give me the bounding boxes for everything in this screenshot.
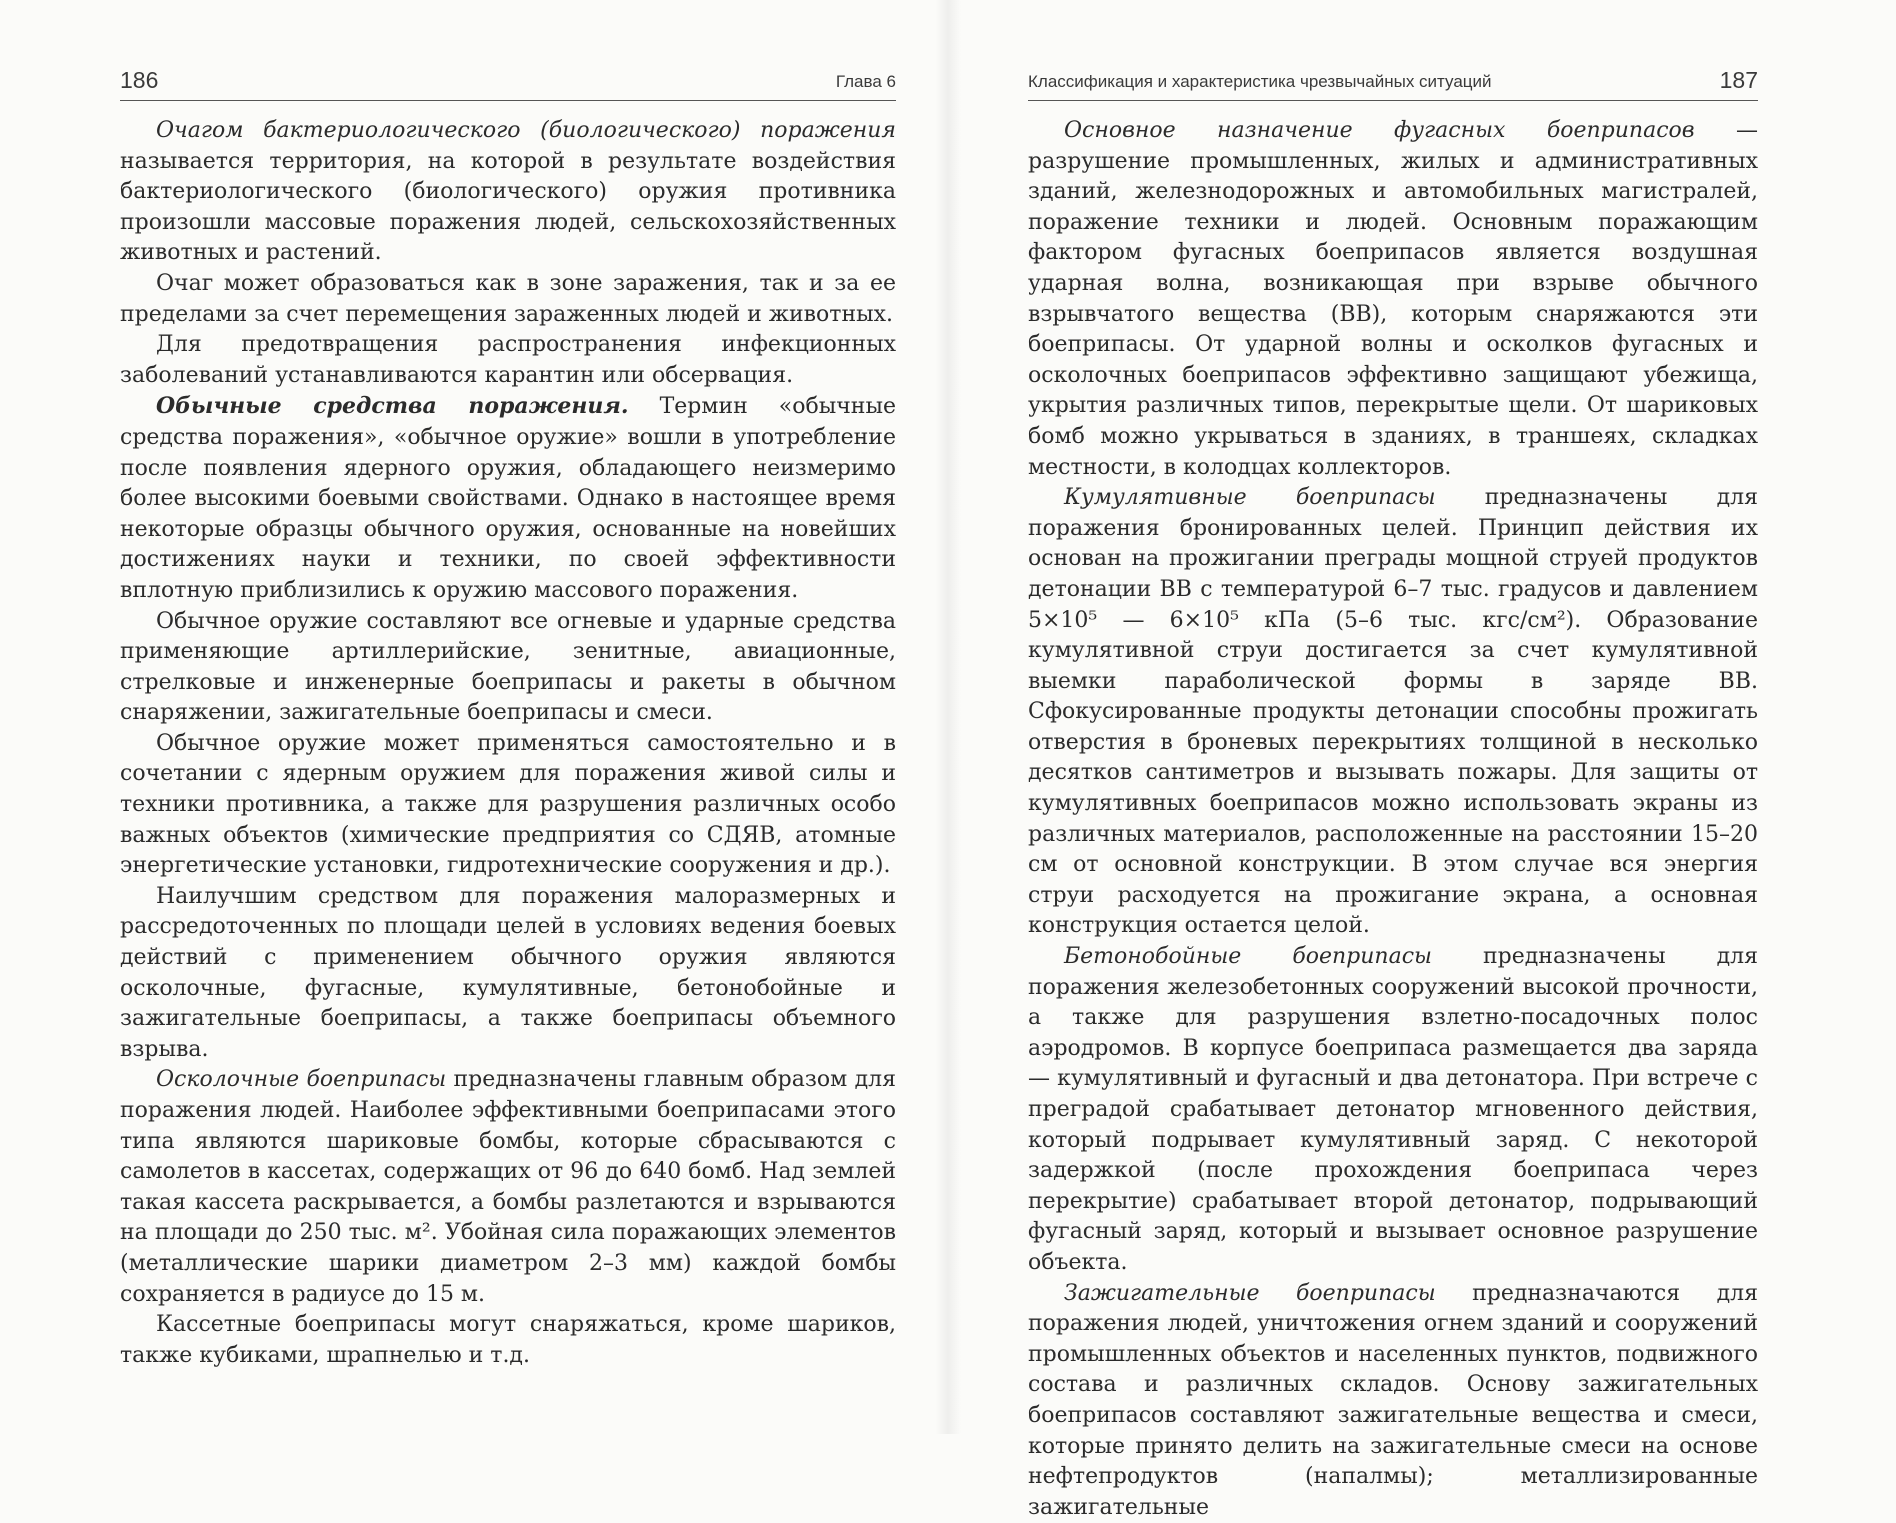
left-page-body bbox=[120, 116, 896, 1371]
left-page bbox=[0, 0, 948, 1434]
paragraph bbox=[1028, 1279, 1758, 1523]
paragraph bbox=[120, 330, 896, 391]
right-page bbox=[948, 0, 1896, 1520]
paragraph bbox=[120, 116, 896, 269]
paragraph-lead: Осколочные боеприпасы bbox=[156, 1067, 447, 1093]
paragraph bbox=[1028, 116, 1758, 483]
paragraph-text: Термин «обычные средства поражения», «обычное оружие» вошли в употребление после появления ядерного оружия, обладающего неизмеримо более высокими боевыми свойствами. Однако в настоящее время некоторые образцы обычного оружия, основанные на новейших достижениях науки и техники, по своей эффективности вплотную приблизились к оружию массового поражения. bbox=[120, 394, 896, 603]
paragraph bbox=[120, 1310, 896, 1371]
paragraph-text: Наилучшим средством для поражения малоразмерных и рассредоточенных по площади целей в условиях ведения боевых действий с применением обычного оружия являются осколочные, фугасные, кумулятивные, бетонобойные и зажигательные боеприпасы, а также боеприпасы объемного взрыва. bbox=[120, 883, 896, 1062]
paragraph bbox=[120, 882, 896, 1066]
paragraph bbox=[120, 729, 896, 882]
paragraph-lead: Бетонобойные боеприпасы bbox=[1064, 944, 1432, 970]
paragraph-text: Обычное оружие составляют все огневые и ударные средства применяющие артиллерийские, зенитные, авиационные, стрелковые и инженерные боеприпасы и ракеты в обычном снаряжении, зажигательные боеприпасы и смеси. bbox=[120, 608, 896, 726]
left-page-header bbox=[120, 60, 896, 101]
paragraph-text: Очаг может образоваться как в зоне заражения, так и за ее пределами за счет перемещения зараженных людей и животных. bbox=[120, 270, 896, 327]
right-page-header bbox=[1028, 60, 1758, 101]
paragraph bbox=[120, 269, 896, 330]
right-page-number: 187 bbox=[1719, 67, 1758, 93]
paragraph-lead: Очагом бактериологического (биологического) поражения bbox=[156, 118, 896, 143]
paragraph-lead: Зажигательные боеприпасы bbox=[1064, 1280, 1436, 1306]
paragraph-lead: Обычные средства поражения. bbox=[156, 393, 629, 420]
paragraph-text: Кассетные боеприпасы могут снаряжаться, кроме шариков, также кубиками, шрапнелью и т.д. bbox=[120, 1312, 896, 1368]
paragraph-text: — разрушение промышленных, жилых и административных зданий, железнодорожных и автомобильных магистралей, поражение техники и людей. Основным поражающим фактором фугасных боеприпасов является воздушная ударная волна, возникающая при взрыве обычного взрывчатого вещества (ВВ), которым снаряжаются эти боеприпасы. От ударной волны и осколков фугасных и осколочных боеприпасов эффективно защищают убежища, укрытия различных типов, перекрытые щели. От шариковых бомб можно укрываться в зданиях, в траншеях, складках местности, в колодцах коллекторов. bbox=[1028, 118, 1758, 480]
paragraph-text: Для предотвращения распространения инфекционных заболеваний устанавливаются карантин или обсервация. bbox=[120, 332, 896, 388]
paragraph bbox=[120, 607, 896, 729]
paragraph bbox=[1028, 942, 1758, 1279]
left-page-number: 186 bbox=[120, 67, 159, 93]
paragraph-text: предназначены для поражения бронированных целей. Принцип действия их основан на прожигании преграды мощной струей продуктов детонации ВВ с температурой 6–7 тыс. градусов и давлением 5×10⁵ — 6×10⁵ кПа (5–6 тыс. кгс/см²). Образование кумулятивной струи достигается за счет кумулятивной выемки параболической формы в заряде ВВ. Сфокусированные продукты детонации способны прожигать отверстия в броневых перекрытиях толщиной в несколько десятков сантиметров и вызывать пожары. Для защиты от кумулятивных боеприпасов можно использовать экраны из различных материалов, расположенные на расстоянии 15–20 см от основной конструкции. В этом случае вся энергия струи расходуется на прожигание экрана, а основная конструкция остается целой. bbox=[1028, 485, 1758, 939]
right-page-body bbox=[1028, 116, 1758, 1523]
paragraph-lead: Кумулятивные боеприпасы bbox=[1064, 485, 1436, 511]
left-running-head: Глава 6 bbox=[835, 72, 896, 91]
paragraph-text: называется территория, на которой в результате воздействия бактериологического (биологического) оружия противника произошли массовые поражения людей, сельскохозяйственных животных и растений. bbox=[120, 148, 896, 266]
paragraph-lead: Основное назначение фугасных боеприпасов bbox=[1064, 118, 1695, 143]
paragraph bbox=[120, 391, 896, 606]
paragraph-text: предназначаются для поражения людей, уничтожения огнем зданий и сооружений промышленных объектов и населенных пунктов, подвижного состава и различных складов. Основу зажигательных боеприпасов составляют зажигательные вещества и смеси, которые принято делить на зажигательные смеси на основе нефтепродуктов (напалмы); металлизированные зажигательные bbox=[1028, 1280, 1758, 1520]
paragraph bbox=[1028, 483, 1758, 942]
paragraph-text: Обычное оружие может применяться самостоятельно и в сочетании с ядерным оружием для поражения живой силы и техники противника, а также для разрушения различных особо важных объектов (химические предприятия со СДЯВ, атомные энергетические установки, гидротехнические сооружения и др.). bbox=[120, 730, 896, 879]
paragraph bbox=[120, 1065, 896, 1310]
right-running-head: Классификация и характеристика чрезвычайных ситуаций bbox=[1028, 72, 1492, 91]
paragraph-text: предназначены главным образом для поражения людей. Наиболее эффективными боеприпасами этого типа являются шариковые бомбы, которые сбрасываются с самолетов в кассетах, содержащих от 96 до 640 бомб. Над землей такая кассета раскрывается, а бомбы разлетаются и взрываются на площади до 250 тыс. м². Убойная сила поражающих элементов (металлические шарики диаметром 2–3 мм) каждой бомбы сохраняется в радиусе до 15 м. bbox=[120, 1067, 896, 1307]
paragraph-text: предназначены для поражения железобетонных сооружений высокой прочности, а также для разрушения взлетно-посадочных полос аэродромов. В корпусе боеприпаса размещается два заряда — кумулятивный и фугасный и два детонатора. При встрече с преградой срабатывает детонатор мгновенного действия, который подрывает кумулятивный заряд. С некоторой задержкой (после прохождения боеприпаса через перекрытие) срабатывает второй детонатор, подрывающий фугасный заряд, который и вызывает основное разрушение объекта. bbox=[1028, 944, 1758, 1275]
